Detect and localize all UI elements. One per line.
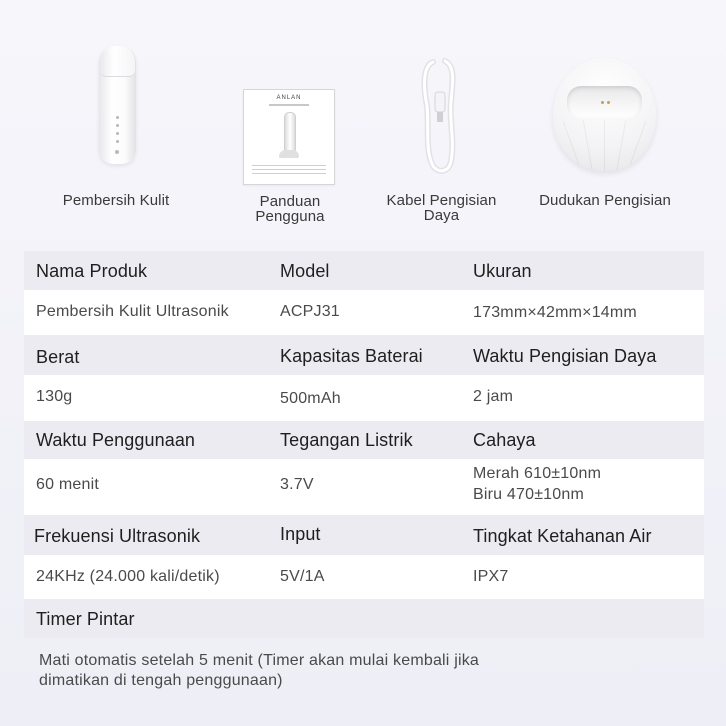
spec-value: IPX7 [473,568,509,585]
spec-header: Tingkat Ketahanan Air [473,526,652,546]
spec-value: Pembersih Kulit Ultrasonik [36,303,229,320]
skin-scrubber-label: Pembersih Kulit [62,192,170,209]
spec-value-row [24,555,704,599]
manual-text-line [252,169,326,170]
spec-value: ACPJ31 [280,303,340,320]
spec-header: Frekuensi Ultrasonik [34,526,201,546]
spec-value-row [24,459,704,515]
spec-header: Nama Produk [36,261,148,281]
spec-header-row [24,251,704,290]
spec-header: Waktu Pengisian Daya [473,346,657,366]
spec-value-row [24,290,704,335]
manual-text-line [252,173,326,174]
spec-header: Timer Pintar [36,609,135,629]
charging-dock-label: Dudukan Pengisian [539,192,671,209]
spec-header-row [24,599,704,638]
device-body [99,46,136,164]
spec-header: Cahaya [473,430,536,450]
spec-value: 2 jam [473,388,514,405]
spec-header: Berat [36,347,80,367]
spec-header: Kapasitas Baterai [280,346,423,366]
indicator-dot [116,124,119,127]
device-head [100,46,135,77]
spec-header: Waktu Penggunaan [36,430,196,450]
indicator-dot [116,116,119,119]
user-manual-label: Panduan Pengguna [255,193,325,225]
spec-value: 500mAh [280,390,341,407]
spec-header-row [24,335,704,375]
charging-cable-image [419,56,461,176]
charging-pins-icon [601,101,609,104]
spec-value: Mati otomatis setelah 5 menit (Timer akan mulai kembali jika dimatikan di tengah penggunaan) [39,652,480,689]
charging-cable-label: Kabel Pengisian Daya [386,192,497,224]
indicator-dot [116,140,119,143]
indicator-dot [116,132,119,135]
spec-value: 130g [36,388,73,405]
user-manual-image [243,89,335,185]
spec-header-row [24,421,704,459]
spec-header-row [24,515,704,555]
dock-well [567,86,642,118]
power-button-icon [115,150,119,154]
charging-dock-image [553,58,656,171]
manual-dock-illustration [279,150,299,158]
package-contents [0,0,726,240]
spec-value: 5V/1A [280,568,325,585]
spec-value-row [24,638,704,708]
spec-value: 3.7V [280,476,314,493]
spec-header: Tegangan Listrik [280,430,413,450]
spec-value: 24KHz (24.000 kali/detik) [36,568,220,585]
spec-value: 60 menit [36,476,99,493]
manual-brand: ANLAN [276,95,302,101]
spec-value: 173mm×42mm×14mm [473,304,637,321]
spec-value-row [24,375,704,421]
manual-text-line [252,165,326,166]
manual-device-illustration [284,112,296,154]
manual-subtitle-line [269,104,309,106]
spec-value: Merah 610±10nm Biru 470±10nm [473,465,602,503]
spec-header: Input [280,524,321,544]
spec-header: Ukuran [473,261,532,281]
spec-header: Model [280,261,330,281]
